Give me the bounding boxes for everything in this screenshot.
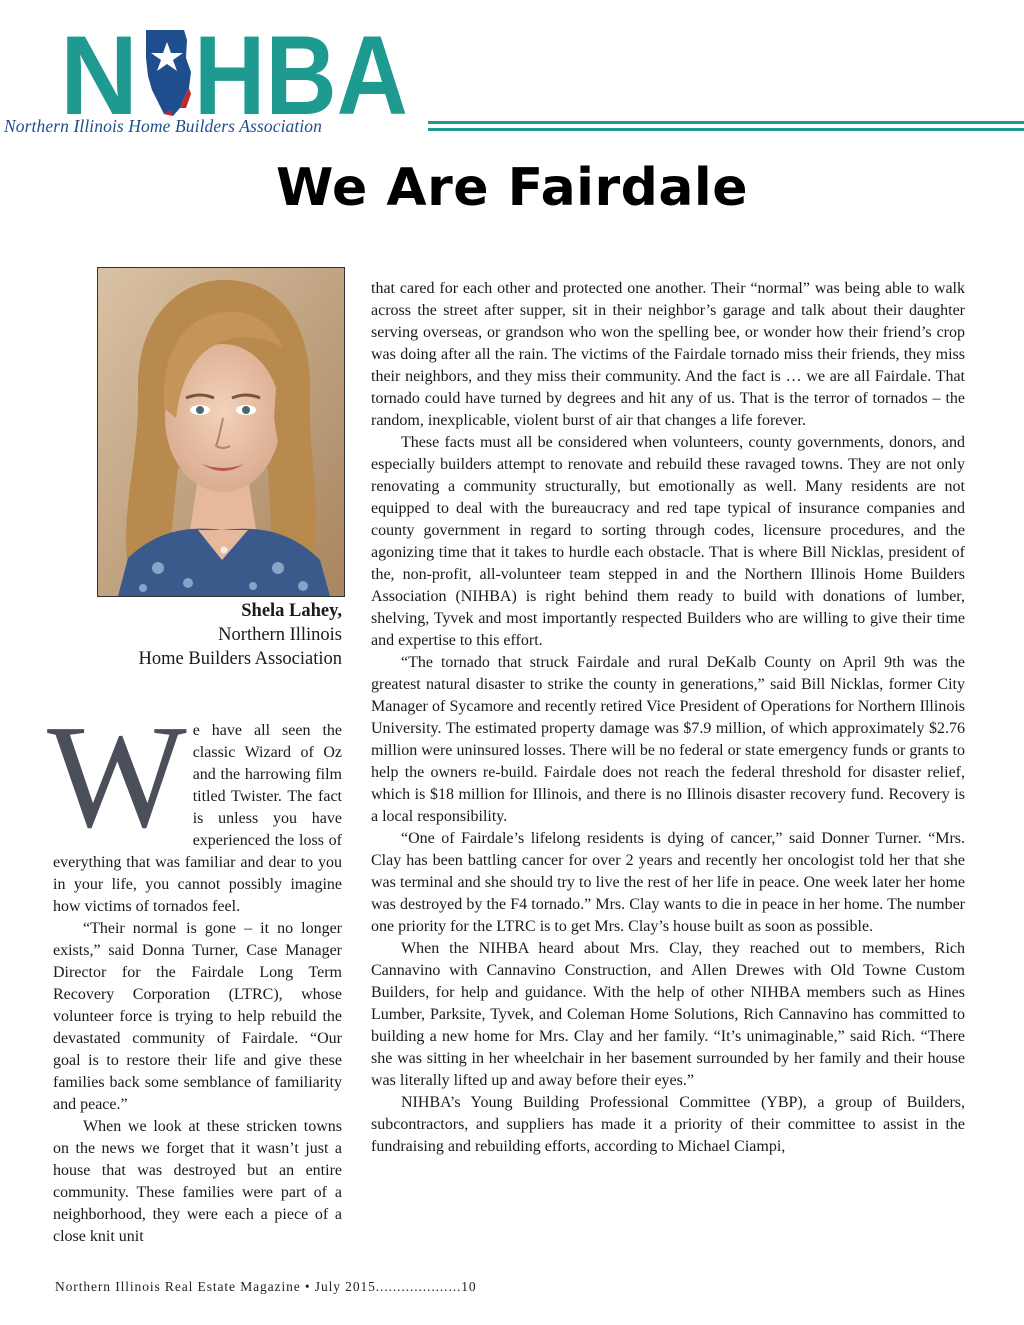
logo-subtitle: Northern Illinois Home Builders Association bbox=[4, 116, 323, 136]
paragraph: These facts must all be considered when volunteers, county governments, donors, and especially builders attempt to renovate and rebuild these ravaged towns. They are not only renovating a community structurally, but emotionally as well. Many residents are not equipped to deal with the bureaucracy and red tape typical of insurance companies and county government in regard to sorting through codes, licensure procedures, and the agonizing time that it takes to hurdle each obstacle. That is where Bill Nicklas, president of the, non-profit, all-volunteer team stepped in and the Northern Illinois Home Builders Association (NIHBA) is right behind them ready to build with donations of lumber, shelving, Tyvek and most importantly respected Builders who are willing to give their time and expertise to this effort. bbox=[371, 434, 965, 649]
nihba-logo-mark bbox=[60, 28, 410, 116]
caption-org-line1: Northern Illinois bbox=[218, 625, 342, 645]
left-column bbox=[47, 695, 342, 1248]
logo-letters-hba: HBA bbox=[194, 28, 408, 116]
drop-cap: W bbox=[47, 695, 187, 859]
paragraph: When the NIHBA heard about Mrs. Clay, they reached out to members, Rich Cannavino with Cannavino Construction, and Allen Drewes with Old Towne Custom Builders, for help and guidance. With the help of other NIHBA members such as Hines Lumber, Parksite, Tyvek, and Coleman Home Solutions, Rich Cannavino has committed to building a new home for Mrs. Clay and her family. “It’s unimaginable,” said Rich. “There she was sitting in her wheelchair in her basement surrounded by her family and their house was literally lifted up and away before their eyes.” bbox=[371, 940, 965, 1089]
logo-letter-n: N bbox=[60, 28, 138, 116]
header-rule-top bbox=[428, 121, 1024, 124]
photo-caption bbox=[60, 599, 342, 671]
paragraph: “The tornado that struck Fairdale and rural DeKalb County on April 9th was the greatest natural disaster to strike the county in generations,” said Bill Nicklas, former City Manager of Sycamore and recently retired Vice President of Operations for Northern Illinois University. The estimated property damage was $7.9 million, of which approximately $2.76 million were uninsured losses. There will be no federal or state emergency funds or grants to help the owners re-build. Fairdale does not reach the federal threshold for disaster relief, which is $18 million for Illinois, and there is no Illinois disaster recovery fund. Recovery is a local responsibility. bbox=[371, 654, 965, 825]
page-footer: Northern Illinois Real Estate Magazine • July 2015....................10 bbox=[55, 1279, 477, 1294]
caption-org-line2: Home Builders Association bbox=[138, 649, 342, 669]
illinois-state-icon bbox=[146, 30, 191, 116]
paragraph: e have all seen the classic Wizard of Oz and the harrowing film titled Twister. The fact is unless you have experienced the loss of everything that was familiar and dear to you in your life, you cannot possibly imagine how victims of tornados feel. bbox=[53, 722, 342, 915]
paragraph: “Their normal is gone – it no longer exists,” said Donna Turner, Case Manager Director for the Fairdale Long Term Recovery Corporation (LTRC), whose volunteer force is trying to help rebuild the devastated community of Fairdale. “Our goal is to restore their life and give these families back some semblance of familiarity and peace.” bbox=[53, 920, 342, 1113]
author-photo bbox=[97, 267, 345, 597]
header-rule-bottom bbox=[428, 128, 1024, 131]
caption-name: Shela Lahey, bbox=[241, 601, 342, 621]
paragraph: “One of Fairdale’s lifelong residents is dying of cancer,” said Donner Turner. “Mrs. Clay has been battling cancer for over 2 years and recently her oncologist told her that she was terminal and she should try to live the rest of her life in peace. One week later her home was destroyed by the F4 tornado.” Mrs. Clay wants to die in peace in her home. The number one priority for the LTRC is to get Mrs. Clay’s house built as soon as possible. bbox=[371, 830, 965, 935]
paragraph: NIHBA’s Young Building Professional Committee (YBP), a group of Builders, subcontractors, and suppliers has made it a priority of their committee to assist in the fundraising and rebuilding efforts, according to Michael Ciampi, bbox=[371, 1094, 965, 1155]
right-column bbox=[371, 278, 965, 1158]
paragraph: that cared for each other and protected one another. Their “normal” was being able to walk across the street after supper, sit in their neighbor’s garage and talk about their daughter serving overseas, or grandson who won the spelling bee, or wonder how their friend’s crop was doing after all the rain. The victims of the Fairdale tornado miss their friends, they miss their neighbors, and they miss their community. And the fact is … we are all Fairdale. That tornado could have turned by degrees and hit any of us. That is the terror of tornados – the random, inexplicable, violent burst of air that changes a life forever. bbox=[371, 280, 965, 429]
portrait-photo-icon bbox=[98, 268, 344, 596]
article-title: We Are Fairdale bbox=[275, 158, 749, 218]
paragraph: When we look at these stricken towns on the news we forget that it wasn’t just a house that was destroyed but an entire community. These families were part of a neighborhood, they were each a piece of a close knit unit bbox=[53, 1118, 342, 1245]
